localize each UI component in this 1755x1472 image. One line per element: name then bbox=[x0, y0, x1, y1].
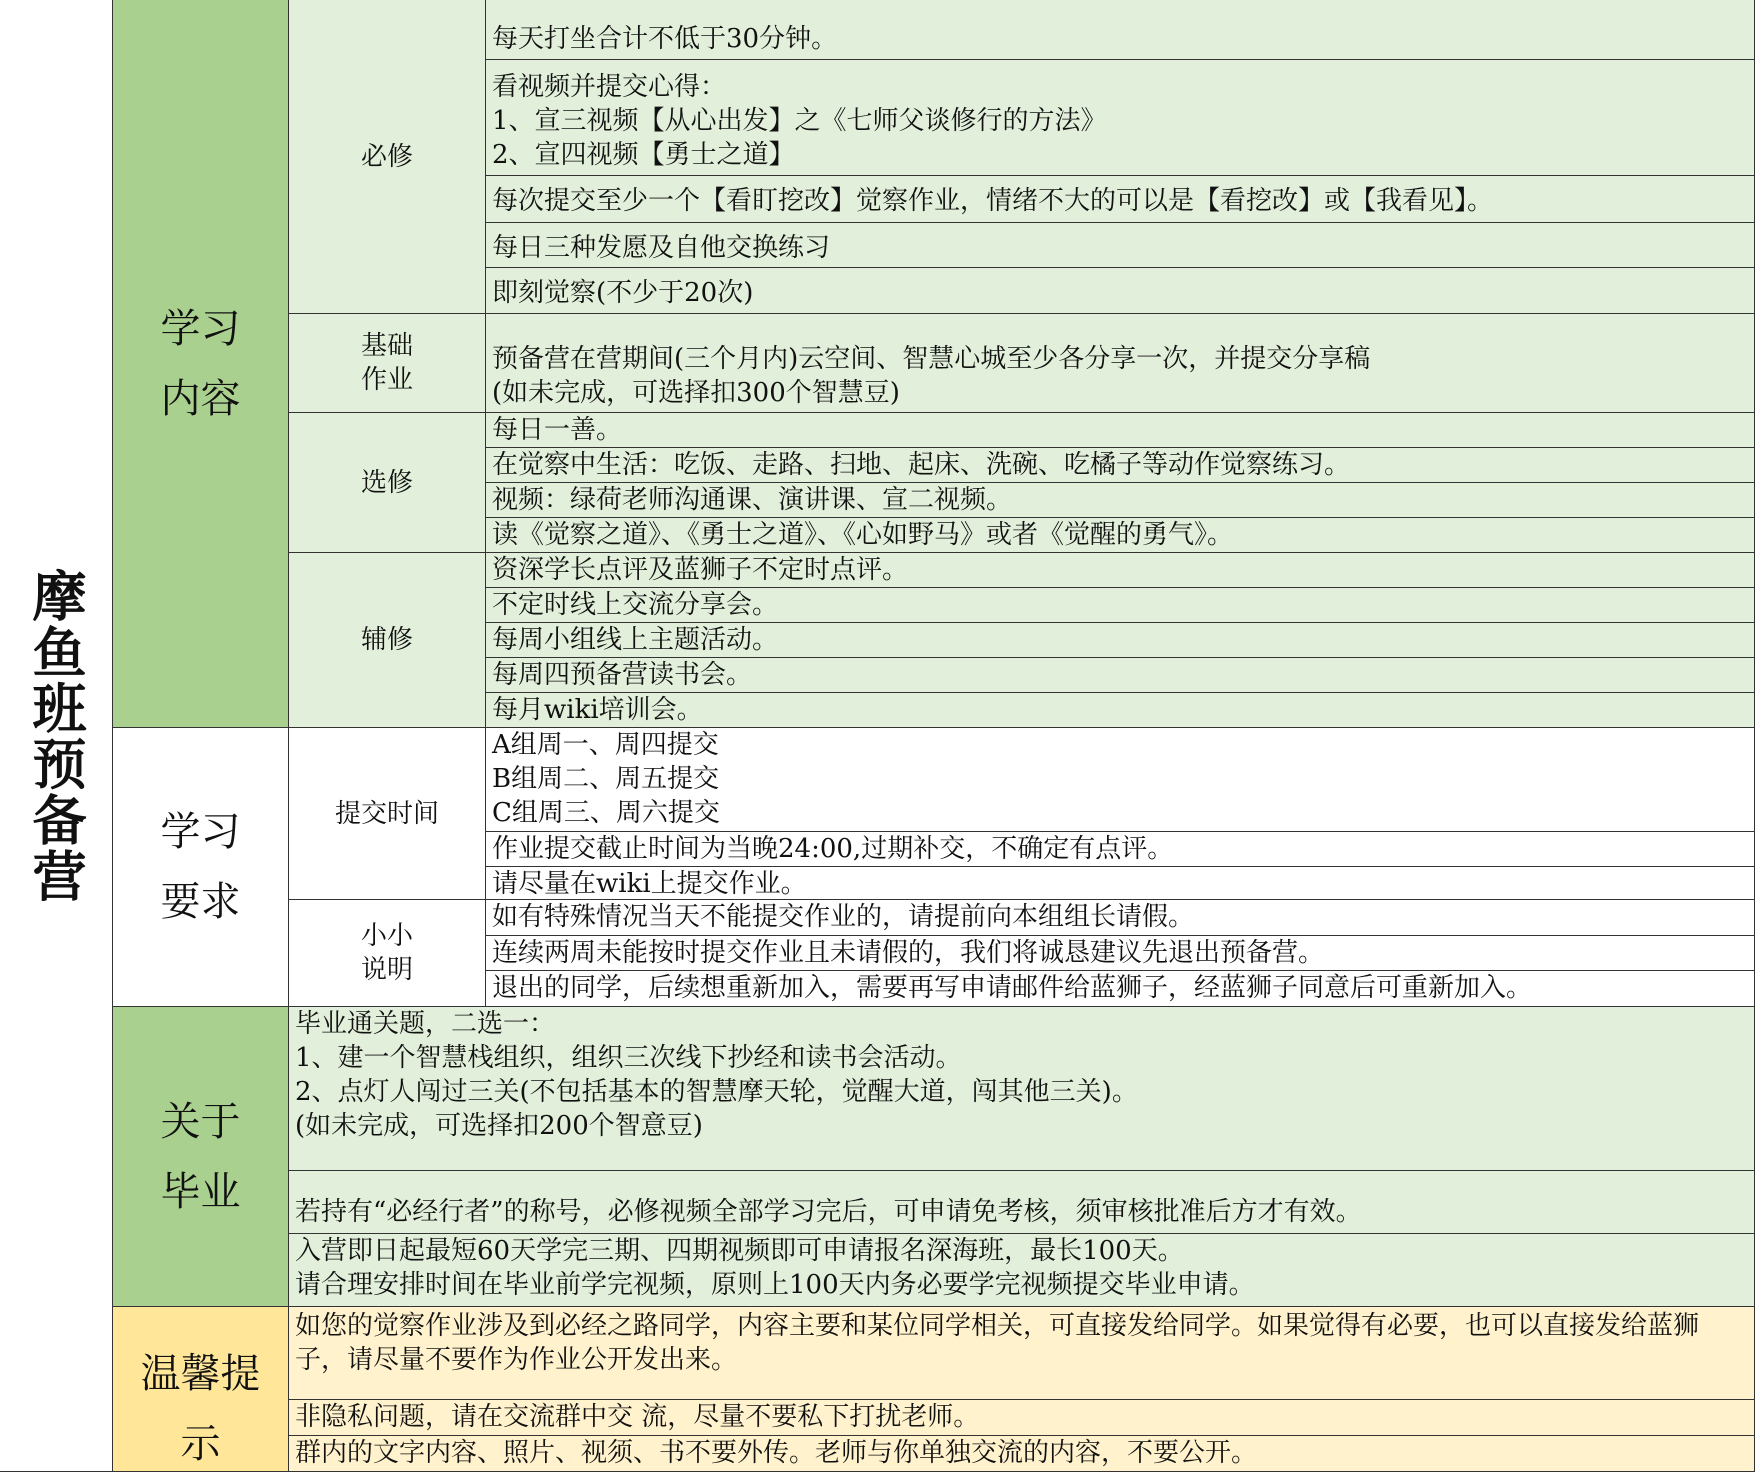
content-row: 如有特殊情况当天不能提交作业的，请提前向本组组长请假。 bbox=[486, 900, 1755, 936]
section-label: 学习 内容 bbox=[160, 305, 241, 422]
category-submit-time bbox=[289, 728, 486, 900]
content-row: 每日一善。 bbox=[486, 413, 1755, 448]
content-row: 毕业通关题，二选一： 1、建一个智慧栈组织，组织三次线下抄经和读书会活动。 2、点灯人闯过三关(不包括基本的智慧摩天轮，觉醒大道，闯其他三关)。 (如未完成，可选择扣200个智意豆) bbox=[289, 1007, 1755, 1171]
category-label: 必修 bbox=[360, 141, 413, 172]
content-row: 非隐私问题，请在交流群中交 流，尽量不要私下打扰老师。 bbox=[289, 1400, 1755, 1436]
content-row: 入营即日起最短60天学完三期、四期视频即可申请报名深海班，最长100天。 请合理安排时间在毕业前学完视频，原则上100天内务必要学完视频提交毕业申请。 bbox=[289, 1234, 1755, 1307]
content-row: 在觉察中生活：吃饭、走路、扫地、起床、洗碗、吃橘子等动作觉察练习。 bbox=[486, 448, 1755, 483]
content-row: 即刻觉察(不少于20次) bbox=[486, 268, 1755, 314]
content-row: 连续两周未能按时提交作业且未请假的，我们将诚恳建议先退出预备营。 bbox=[486, 936, 1755, 971]
category-elective bbox=[289, 413, 486, 553]
content-row: 每周四预备营读书会。 bbox=[486, 658, 1755, 693]
category-label: 小小 说明 bbox=[360, 921, 413, 985]
category-required bbox=[289, 0, 486, 314]
category-auxiliary bbox=[289, 553, 486, 728]
content-row: 每月wiki培训会。 bbox=[486, 693, 1755, 728]
content-row: 群内的文字内容、照片、视须、书不要外传。老师与你单独交流的内容，不要公开。 bbox=[289, 1436, 1755, 1472]
content-row: 预备营在营期间(三个月内)云空间、智慧心城至少各分享一次，并提交分享稿 (如未完成，可选择扣300个智慧豆) bbox=[486, 314, 1755, 413]
content-row: 读《觉察之道》、《勇士之道》、《心如野马》或者《觉醒的勇气》。 bbox=[486, 518, 1755, 553]
content-row: 资深学长点评及蓝狮子不定时点评。 bbox=[486, 553, 1755, 588]
section-tips bbox=[113, 1307, 289, 1472]
content-row: 每日三种发愿及自他交换练习 bbox=[486, 223, 1755, 268]
content-row: 每次提交至少一个【看盯挖改】觉察作业，情绪不大的可以是【看挖改】或【我看见】。 bbox=[486, 176, 1755, 223]
section-label: 温馨提 示 bbox=[140, 1351, 261, 1467]
camp-title: 摩鱼班预备营 bbox=[24, 567, 88, 904]
category-label: 选修 bbox=[360, 467, 413, 498]
content-row: 不定时线上交流分享会。 bbox=[486, 588, 1755, 623]
content-row: 每天打坐合计不低于30分钟。 bbox=[486, 0, 1755, 60]
category-label: 辅修 bbox=[360, 625, 413, 655]
category-label: 基础 作业 bbox=[360, 331, 413, 395]
content-row: 若持有“必经行者”的称号，必修视频全部学习完后，可申请免考核，须审核批准后方才有效。 bbox=[289, 1171, 1755, 1234]
section-label: 学习 要求 bbox=[160, 809, 241, 925]
camp-title-cell bbox=[0, 0, 113, 1472]
category-label: 提交时间 bbox=[334, 798, 439, 829]
content-row: 作业提交截止时间为当晚24:00,过期补交，不确定有点评。 bbox=[486, 832, 1755, 867]
section-study-requirements bbox=[113, 728, 289, 1007]
content-row: 看视频并提交心得： 1、宣三视频【从心出发】之《七师父谈修行的方法》 2、宣四视频【勇士之道】 bbox=[486, 60, 1755, 176]
content-row: A组周一、周四提交 B组周二、周五提交 C组周三、周六提交 bbox=[486, 728, 1755, 832]
section-study-content bbox=[113, 0, 289, 728]
content-row: 请尽量在wiki上提交作业。 bbox=[486, 867, 1755, 900]
category-notes bbox=[289, 900, 486, 1007]
section-graduation bbox=[113, 1007, 289, 1307]
content-row: 如您的觉察作业涉及到必经之路同学，内容主要和某位同学相关，可直接发给同学。如果觉得有必要，也可以直接发给蓝狮子，请尽量不要作为作业公开发出来。 bbox=[289, 1307, 1755, 1400]
content-row: 每周小组线上主题活动。 bbox=[486, 623, 1755, 658]
content-row: 视频：绿荷老师沟通课、演讲课、宣二视频。 bbox=[486, 483, 1755, 518]
content-row: 退出的同学，后续想重新加入，需要再写申请邮件给蓝狮子，经蓝狮子同意后可重新加入。 bbox=[486, 971, 1755, 1007]
category-basic bbox=[289, 314, 486, 413]
section-label: 关于 毕业 bbox=[160, 1098, 241, 1215]
